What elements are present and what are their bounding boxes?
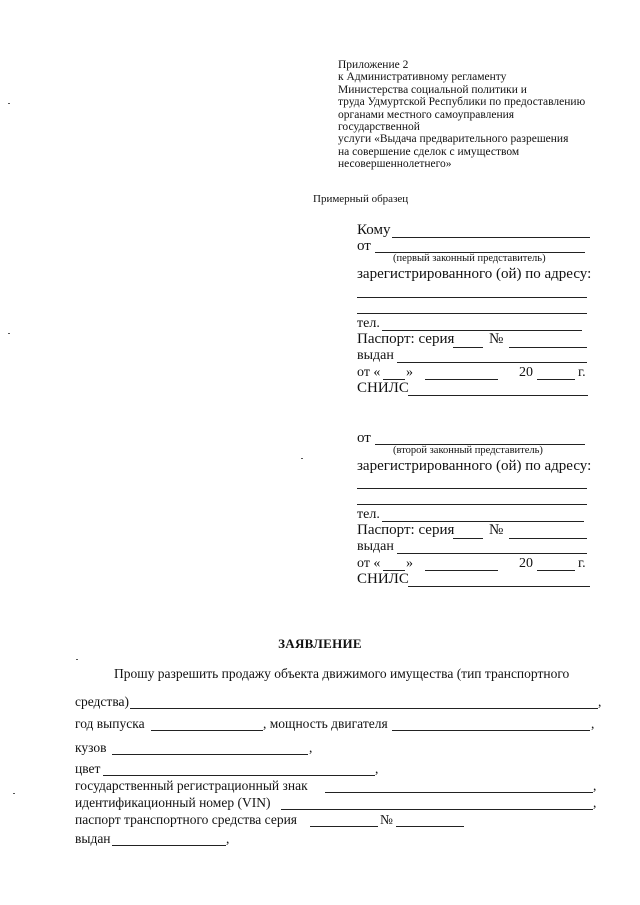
date-month-field[interactable]: [425, 379, 498, 380]
appendix-line: к Административному регламенту: [338, 71, 507, 84]
engine-power-label: , мощность двигателя: [263, 716, 388, 731]
pts-series-field[interactable]: [310, 826, 378, 827]
appendix-line: государственной: [338, 121, 420, 134]
pts-number-field[interactable]: [396, 826, 464, 827]
to-label: Кому: [357, 222, 391, 238]
issued-label: выдан: [357, 539, 394, 554]
number-sign: №: [489, 522, 504, 538]
issued-label: выдан: [75, 831, 111, 846]
passport-number-field[interactable]: [509, 347, 587, 348]
appendix-header: [338, 59, 585, 171]
snils-label: СНИЛС: [357, 571, 409, 587]
to-field[interactable]: [392, 237, 590, 238]
phone-label: тел.: [357, 507, 380, 522]
engine-power-field[interactable]: [392, 730, 590, 731]
date-prefix: от «: [357, 556, 381, 571]
appendix-line: органами местного самоуправления: [338, 108, 515, 121]
date-year-field[interactable]: [537, 570, 575, 571]
comma: ,: [593, 795, 597, 810]
year-suffix: г.: [578, 365, 586, 380]
vin-label: идентификационный номер (VIN): [75, 795, 271, 810]
scan-speck: [8, 333, 10, 334]
request-line: Прошу разрешить продажу объекта движимого имущества (тип транспортного: [114, 666, 570, 681]
scan-speck: [8, 103, 10, 104]
pts-issued-field[interactable]: [112, 845, 226, 846]
comma: ,: [598, 694, 602, 709]
date-mid: »: [406, 556, 413, 571]
appendix-line: Министерства социальной политики и: [338, 83, 527, 96]
year-prefix: 20: [519, 365, 533, 380]
snils-field[interactable]: [408, 586, 590, 587]
address-field-2[interactable]: [357, 504, 587, 505]
comma: ,: [593, 778, 597, 793]
passport-series-field[interactable]: [453, 538, 483, 539]
year-prefix: 20: [519, 556, 533, 571]
issued-field[interactable]: [397, 362, 587, 363]
body-field[interactable]: [112, 754, 308, 755]
registered-label: зарегистрированного (ой) по адресу:: [357, 458, 592, 474]
scan-speck: [76, 659, 78, 660]
vehicle-type-label: средства): [75, 694, 129, 709]
vin-field[interactable]: [281, 809, 593, 810]
color-label: цвет: [75, 761, 101, 776]
issued-field[interactable]: [397, 553, 587, 554]
appendix-line: услуги «Выдача предварительного разрешения: [338, 133, 569, 146]
number-sign: №: [380, 812, 393, 827]
comma: ,: [226, 831, 230, 846]
body-label: кузов: [75, 740, 107, 755]
scan-speck: [13, 793, 15, 794]
date-mid: »: [406, 365, 413, 380]
issued-label: выдан: [357, 348, 394, 363]
number-sign: №: [489, 331, 504, 347]
pts-label: паспорт транспортного средства серия: [75, 812, 298, 827]
date-year-field[interactable]: [537, 379, 575, 380]
comma: ,: [375, 761, 379, 776]
reg-sign-field[interactable]: [325, 792, 593, 793]
year-label: год выпуска: [75, 716, 145, 731]
address-field-1[interactable]: [357, 297, 587, 298]
from-label: от: [357, 430, 371, 446]
passport-label: Паспорт: серия: [357, 522, 455, 538]
address-field-1[interactable]: [357, 488, 587, 489]
phone-label: тел.: [357, 316, 380, 331]
rep2-caption: (второй законный представитель): [393, 445, 543, 456]
date-month-field[interactable]: [425, 570, 498, 571]
vehicle-type-field[interactable]: [130, 708, 598, 709]
year-suffix: г.: [578, 556, 586, 571]
rep1-caption: (первый законный представитель): [393, 253, 546, 264]
appendix-line: на совершение сделок с имуществом: [338, 145, 520, 158]
comma: ,: [309, 740, 313, 755]
passport-series-field[interactable]: [453, 347, 483, 348]
comma: ,: [591, 716, 595, 731]
snils-field[interactable]: [408, 395, 588, 396]
snils-label: СНИЛС: [357, 380, 409, 396]
document-title: ЗАЯВЛЕНИЕ: [278, 636, 362, 651]
reg-sign-label: государственный регистрационный знак: [75, 778, 308, 793]
passport-number-field[interactable]: [509, 538, 587, 539]
sample-label: Примерный образец: [313, 193, 409, 205]
passport-label: Паспорт: серия: [357, 331, 455, 347]
date-prefix: от «: [357, 365, 381, 380]
manufacture-year-field[interactable]: [151, 730, 263, 731]
color-field[interactable]: [103, 775, 375, 776]
appendix-line: труда Удмуртской Республики по предоставлению: [338, 96, 586, 109]
appendix-line: несовершеннолетнего»: [338, 158, 452, 171]
from-label: от: [357, 238, 371, 254]
address-field-2[interactable]: [357, 313, 587, 314]
registered-label: зарегистрированного (ой) по адресу:: [357, 266, 592, 282]
appendix-line: Приложение 2: [338, 59, 409, 71]
scan-speck: [301, 458, 303, 459]
